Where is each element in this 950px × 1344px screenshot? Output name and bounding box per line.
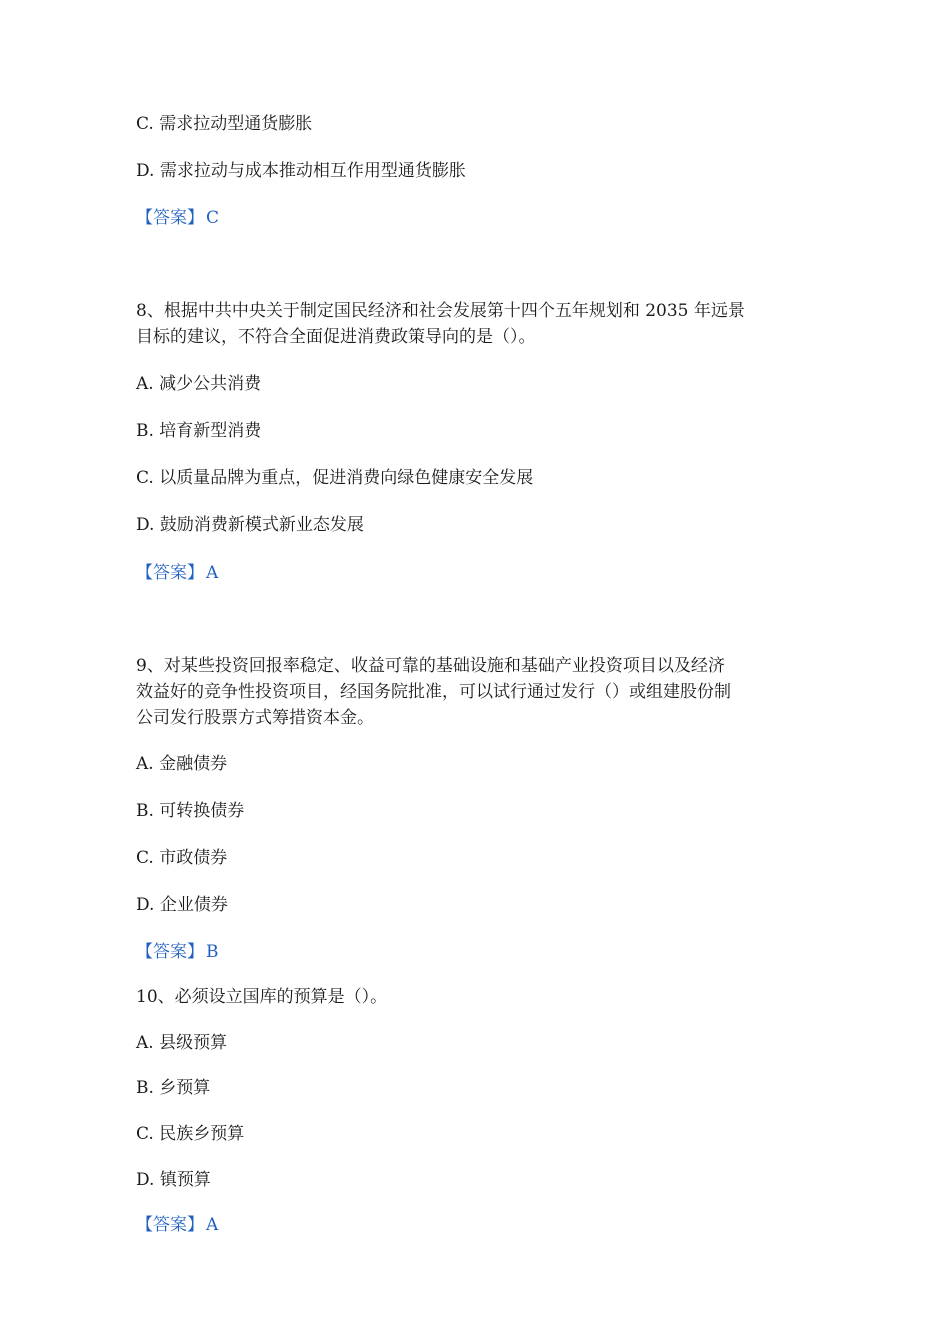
q9-stem-line2: 效益好的竞争性投资项目，经国务院批准，可以试行通过发行（）或组建股份制 <box>136 682 731 702</box>
answer-value: B <box>206 942 219 962</box>
q9-option-a: A. 金融债券 <box>136 754 228 774</box>
q8-option-b: B. 培育新型消费 <box>136 421 262 441</box>
answer-label: 【答案】 <box>136 563 204 583</box>
answer-prev <box>136 206 219 230</box>
q10-option-b: B. 乡预算 <box>136 1078 211 1098</box>
q9-stem-line3: 公司发行股票方式筹措资本金。 <box>136 708 374 728</box>
q8-answer <box>136 561 218 585</box>
q8-option-a: A. 减少公共消费 <box>136 374 262 394</box>
q8-option-c: C. 以质量品牌为重点，促进消费向绿色健康安全发展 <box>136 468 534 488</box>
option-c-prev: C. 需求拉动型通货膨胀 <box>136 114 313 134</box>
answer-value: A <box>206 563 219 583</box>
q10-option-c: C. 民族乡预算 <box>136 1124 245 1144</box>
option-d-prev: D. 需求拉动与成本推动相互作用型通货膨胀 <box>136 161 466 181</box>
answer-value: A <box>206 1215 219 1235</box>
q9-option-c: C. 市政债券 <box>136 848 228 868</box>
q8-stem-line1: 8、根据中共中央关于制定国民经济和社会发展第十四个五年规划和 2035 年远景 <box>136 301 745 321</box>
q9-stem-line1: 9、对某些投资回报率稳定、收益可靠的基础设施和基础产业投资项目以及经济 <box>136 656 725 676</box>
q8-stem-line2: 目标的建议，不符合全面促进消费政策导向的是（）。 <box>136 327 536 347</box>
q10-answer <box>136 1213 218 1237</box>
answer-label: 【答案】 <box>136 942 204 962</box>
q10-option-d: D. 镇预算 <box>136 1170 211 1190</box>
q9-answer <box>136 940 219 964</box>
q10-stem: 10、必须设立国库的预算是（）。 <box>136 987 388 1007</box>
q9-option-d: D. 企业债券 <box>136 895 228 915</box>
q9-option-b: B. 可转换债券 <box>136 801 245 821</box>
q8-option-d: D. 鼓励消费新模式新业态发展 <box>136 515 364 535</box>
answer-value: C <box>206 208 220 228</box>
answer-label: 【答案】 <box>136 1215 204 1235</box>
q10-option-a: A. 县级预算 <box>136 1033 228 1053</box>
answer-label: 【答案】 <box>136 208 204 228</box>
